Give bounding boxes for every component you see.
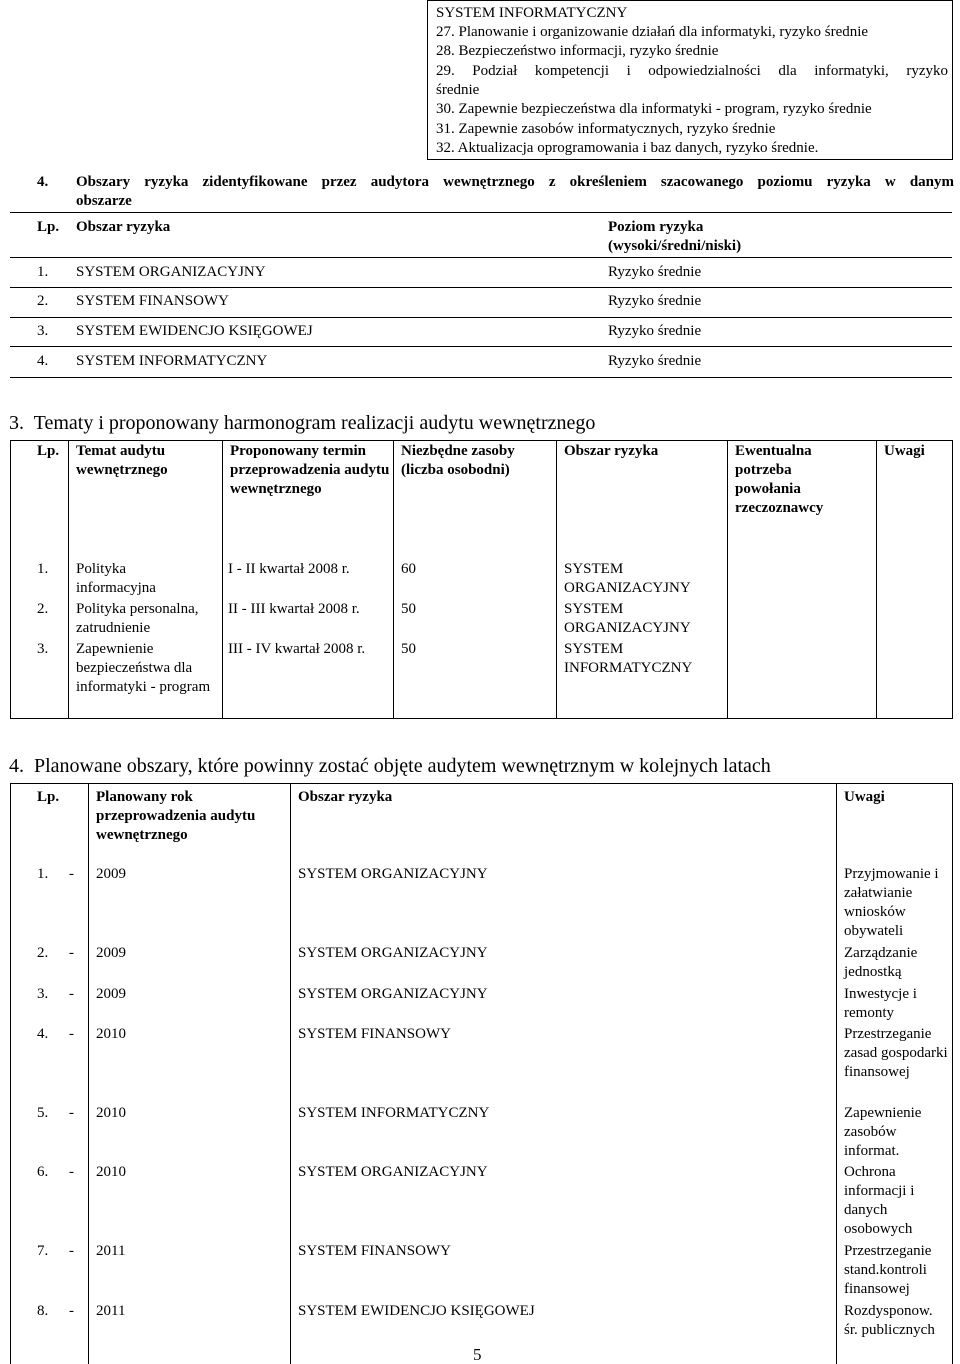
row-notes: Zapewnienie zasobów informat. (844, 1105, 922, 1159)
section-heading: 3. Tematy i proponowany harmonogram realizacji audytu wewnętrznego (9, 412, 596, 434)
row-year: 2009 (96, 866, 126, 882)
row-term: III - IV kwartał 2008 r. (228, 641, 366, 657)
top-line: średnie (436, 82, 480, 98)
row-level: Ryzyko średnie (608, 323, 702, 339)
row-dash: - (69, 986, 74, 1002)
row-notes: Rozdysponow. śr. publicznych (844, 1303, 935, 1338)
col-header-term: Proponowany termin przeprowadzenia audytu wewnętrznego (230, 443, 390, 497)
row-resources: 60 (401, 561, 416, 577)
row-lp: 3. (37, 323, 49, 339)
row-lp: 4. (37, 1026, 49, 1042)
row-area: SYSTEM ORGANIZACYJNY (298, 866, 488, 882)
row-area: SYSTEM EWIDENCJO KSIĘGOWEJ (76, 323, 313, 339)
row-lp: 3. (37, 641, 49, 657)
row-lp: 1. (37, 866, 49, 882)
row-dash: - (69, 1303, 74, 1319)
row-notes: Przestrzeganie zasad gospodarki finansowej (844, 1026, 948, 1080)
page-number: 5 (473, 1345, 482, 1364)
row-area: SYSTEM ORGANIZACYJNY (76, 264, 266, 280)
row-area: SYSTEM INFORMATYCZNY (564, 641, 693, 676)
row-notes: Ochrona informacji i danych osobowych (844, 1164, 915, 1237)
row-year: 2011 (96, 1303, 126, 1319)
row-lp: 2. (37, 601, 49, 617)
col-header-area: Obszar ryzyka (564, 443, 659, 459)
top-line: 32. Aktualizacja oprogramowania i baz danych, ryzyko średnie. (436, 140, 819, 156)
row-notes: Przestrzeganie stand.kontroli finansowej (844, 1243, 932, 1297)
col-header-expert: Ewentualna potrzeba powołania rzeczoznawcy (735, 443, 824, 516)
row-lp: 4. (37, 353, 49, 369)
row-notes: Przyjmowanie i załatwianie wniosków obywateli (844, 866, 939, 939)
row-area: SYSTEM ORGANIZACYJNY (298, 986, 488, 1002)
row-lp: 1. (37, 561, 49, 577)
row-lp: 1. (37, 264, 49, 280)
col-header-lp: Lp. (37, 219, 60, 235)
row-area: SYSTEM FINANSOWY (76, 293, 229, 309)
row-dash: - (69, 1105, 74, 1121)
top-line: 31. Zapewnie zasobów informatycznych, ryzyko średnie (436, 121, 776, 137)
row-term: I - II kwartał 2008 r. (228, 561, 350, 577)
col-header-notes: Uwagi (844, 789, 885, 805)
row-lp: 6. (37, 1164, 49, 1180)
section-title: Obszary ryzyka zidentyfikowane przez audytora wewnętrznego z określeniem szacowanego poziomu ryzyka w danym (76, 174, 954, 190)
row-area: SYSTEM EWIDENCJO KSIĘGOWEJ (298, 1303, 535, 1319)
row-level: Ryzyko średnie (608, 353, 702, 369)
row-area: SYSTEM ORGANIZACYJNY (298, 1164, 488, 1180)
row-area: SYSTEM INFORMATYCZNY (76, 353, 268, 369)
top-line: SYSTEM INFORMATYCZNY (436, 5, 628, 21)
row-area: SYSTEM INFORMATYCZNY (298, 1105, 490, 1121)
col-header-level-sub: (wysoki/średni/niski) (608, 238, 742, 254)
row-dash: - (69, 1243, 74, 1259)
row-area: SYSTEM ORGANIZACYJNY (564, 601, 691, 636)
col-header-level: Poziom ryzyka (608, 219, 704, 235)
row-year: 2009 (96, 986, 126, 1002)
row-lp: 7. (37, 1243, 49, 1259)
row-area: SYSTEM ORGANIZACYJNY (564, 561, 691, 596)
top-line: 28. Bezpieczeństwo informacji, ryzyko średnie (436, 43, 719, 59)
row-dash: - (69, 1026, 74, 1042)
col-header-lp: Lp. (37, 789, 60, 805)
row-notes: Inwestycje i remonty (844, 986, 917, 1021)
col-header-area: Obszar ryzyka (298, 789, 393, 805)
row-topic: Zapewnienie bezpieczeństwa dla informatyki - program (76, 641, 211, 695)
row-lp: 3. (37, 986, 49, 1002)
col-header-resources: Niezbędne zasoby (liczba osobodni) (401, 443, 515, 478)
row-lp: 8. (37, 1303, 49, 1319)
row-dash: - (69, 945, 74, 961)
top-line: 29. Podział kompetencji i odpowiedzialności dla informatyki, ryzyko (436, 63, 948, 79)
row-level: Ryzyko średnie (608, 264, 702, 280)
row-area: SYSTEM ORGANIZACYJNY (298, 945, 488, 961)
row-dash: - (69, 1164, 74, 1180)
row-resources: 50 (401, 601, 416, 617)
top-line: 30. Zapewnie bezpieczeństwa dla informatyki - program, ryzyko średnie (436, 101, 872, 117)
row-level: Ryzyko średnie (608, 293, 702, 309)
row-area: SYSTEM FINANSOWY (298, 1026, 451, 1042)
col-header-notes: Uwagi (884, 443, 925, 459)
row-lp: 2. (37, 293, 49, 309)
col-header-topic: Temat audytu wewnętrznego (76, 443, 168, 478)
row-topic: Polityka informacyjna (76, 561, 156, 596)
row-lp: 5. (37, 1105, 49, 1121)
row-year: 2010 (96, 1164, 126, 1180)
section-heading: 4. Planowane obszary, które powinny zostać objęte audytem wewnętrznym w kolejnych latach (9, 755, 771, 777)
col-header-lp: Lp. (37, 443, 60, 459)
row-area: SYSTEM FINANSOWY (298, 1243, 451, 1259)
col-header-year: Planowany rok przeprowadzenia audytu wewnętrznego (96, 789, 256, 843)
section-number: 4. (37, 174, 49, 190)
top-line: 27. Planowanie i organizowanie działań dla informatyki, ryzyko średnie (436, 24, 869, 40)
row-year: 2009 (96, 945, 126, 961)
row-dash: - (69, 866, 74, 882)
row-lp: 2. (37, 945, 49, 961)
row-year: 2010 (96, 1105, 126, 1121)
row-topic: Polityka personalna, zatrudnienie (76, 601, 199, 636)
row-term: II - III kwartał 2008 r. (228, 601, 360, 617)
row-year: 2010 (96, 1026, 126, 1042)
col-header-area: Obszar ryzyka (76, 219, 171, 235)
row-year: 2011 (96, 1243, 126, 1259)
section-title-cont: obszarze (76, 193, 132, 209)
row-resources: 50 (401, 641, 416, 657)
row-notes: Zarządzanie jednostką (844, 945, 918, 980)
